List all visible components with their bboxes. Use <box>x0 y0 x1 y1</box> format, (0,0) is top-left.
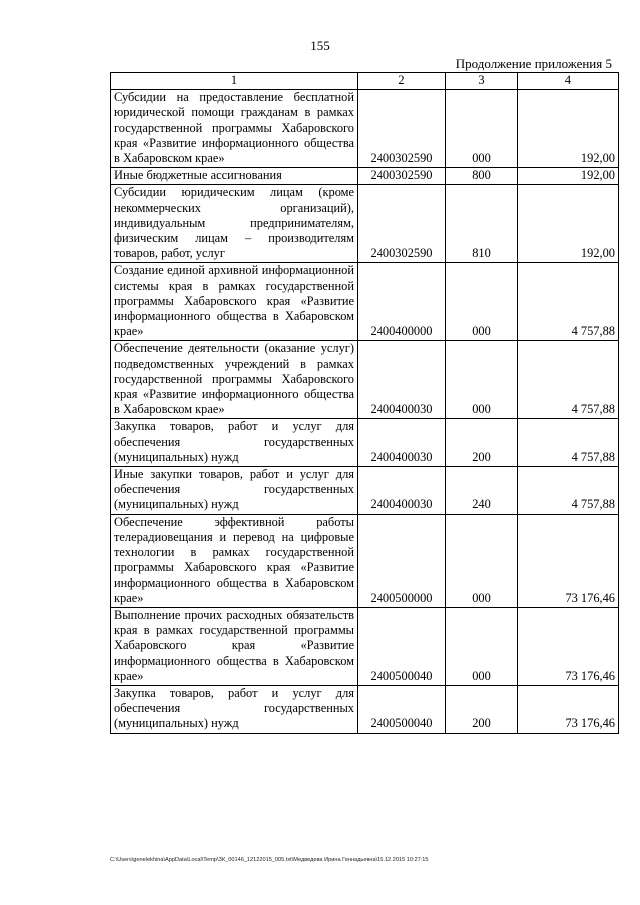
column-header: 3 <box>446 73 518 90</box>
cell-name: Закупка товаров, работ и услуг для обеспечения государственных (муниципальных) нужд <box>111 685 358 733</box>
cell-target-code: 2400500000 <box>358 514 446 607</box>
cell-name: Субсидии на предоставление бесплатной юридической помощи гражданам в рамках государственной программы Хабаровского края «Развитие информационного общества в Хабаровском крае» <box>111 90 358 168</box>
table-row <box>111 185 619 263</box>
table-row <box>111 467 619 515</box>
table-row <box>111 90 619 168</box>
cell-amount: 4 757,88 <box>518 419 619 467</box>
cell-name: Закупка товаров, работ и услуг для обеспечения государственных (муниципальных) нужд <box>111 419 358 467</box>
cell-target-code: 2400400030 <box>358 341 446 419</box>
table-row <box>111 514 619 607</box>
table-row <box>111 607 619 685</box>
table-row <box>111 168 619 185</box>
cell-expense-type: 240 <box>446 467 518 515</box>
table-row <box>111 263 619 341</box>
cell-target-code: 2400302590 <box>358 185 446 263</box>
page-number: 155 <box>310 38 330 53</box>
cell-name: Создание единой архивной информационной системы края в рамках государственной программы Хабаровского края «Развитие информационного общества в Хабаровском крае» <box>111 263 358 341</box>
column-header: 1 <box>111 73 358 90</box>
cell-target-code: 2400400000 <box>358 263 446 341</box>
cell-expense-type: 200 <box>446 419 518 467</box>
cell-name: Выполнение прочих расходных обязательств края в рамках государственной программы Хабаровского края «Развитие информационного общества в Хабаровском крае» <box>111 607 358 685</box>
continuation-note: Продолжение приложения 5 <box>455 56 612 71</box>
cell-expense-type: 810 <box>446 185 518 263</box>
cell-amount: 192,00 <box>518 168 619 185</box>
cell-target-code: 2400400030 <box>358 467 446 515</box>
table-row <box>111 341 619 419</box>
cell-amount: 73 176,46 <box>518 514 619 607</box>
cell-amount: 4 757,88 <box>518 263 619 341</box>
cell-target-code: 2400400030 <box>358 419 446 467</box>
cell-target-code: 2400500040 <box>358 607 446 685</box>
cell-expense-type: 800 <box>446 168 518 185</box>
column-header: 4 <box>518 73 619 90</box>
cell-name: Иные закупки товаров, работ и услуг для обеспечения государственных (муниципальных) нужд <box>111 467 358 515</box>
cell-amount: 4 757,88 <box>518 341 619 419</box>
cell-amount: 4 757,88 <box>518 467 619 515</box>
cell-target-code: 2400302590 <box>358 90 446 168</box>
cell-expense-type: 000 <box>446 90 518 168</box>
cell-name: Обеспечение деятельности (оказание услуг) подведомственных учреждений в рамках государственной программы Хабаровского края «Развитие информационного общества в Хабаровском крае» <box>111 341 358 419</box>
table-row <box>111 685 619 733</box>
cell-expense-type: 200 <box>446 685 518 733</box>
cell-name: Иные бюджетные ассигнования <box>111 168 358 185</box>
cell-amount: 73 176,46 <box>518 685 619 733</box>
cell-expense-type: 000 <box>446 607 518 685</box>
cell-target-code: 2400500040 <box>358 685 446 733</box>
cell-amount: 73 176,46 <box>518 607 619 685</box>
cell-amount: 192,00 <box>518 90 619 168</box>
budget-table <box>110 72 619 734</box>
cell-name: Обеспечение эффективной работы телерадиовещания и перевод на цифровые технологии в рамках государственной программы Хабаровского края «Развитие информационного общества в Хабаровском крае» <box>111 514 358 607</box>
cell-amount: 192,00 <box>518 185 619 263</box>
cell-expense-type: 000 <box>446 514 518 607</box>
cell-target-code: 2400302590 <box>358 168 446 185</box>
column-header: 2 <box>358 73 446 90</box>
table-header-row <box>111 73 619 90</box>
table-row <box>111 419 619 467</box>
cell-expense-type: 000 <box>446 341 518 419</box>
cell-expense-type: 000 <box>446 263 518 341</box>
cell-name: Субсидии юридическим лицам (кроме некоммерческих организаций), индивидуальным предпринимателям, физическим лицам – производителям товаров, работ, услуг <box>111 185 358 263</box>
file-path-footer: C:\Users\genelekhina\AppData\Local\Temp\ЗК_00146_12122015_005.txt\Медведева Ирина Геннадьевна\15.12.2015 10:27:15 <box>110 857 429 863</box>
